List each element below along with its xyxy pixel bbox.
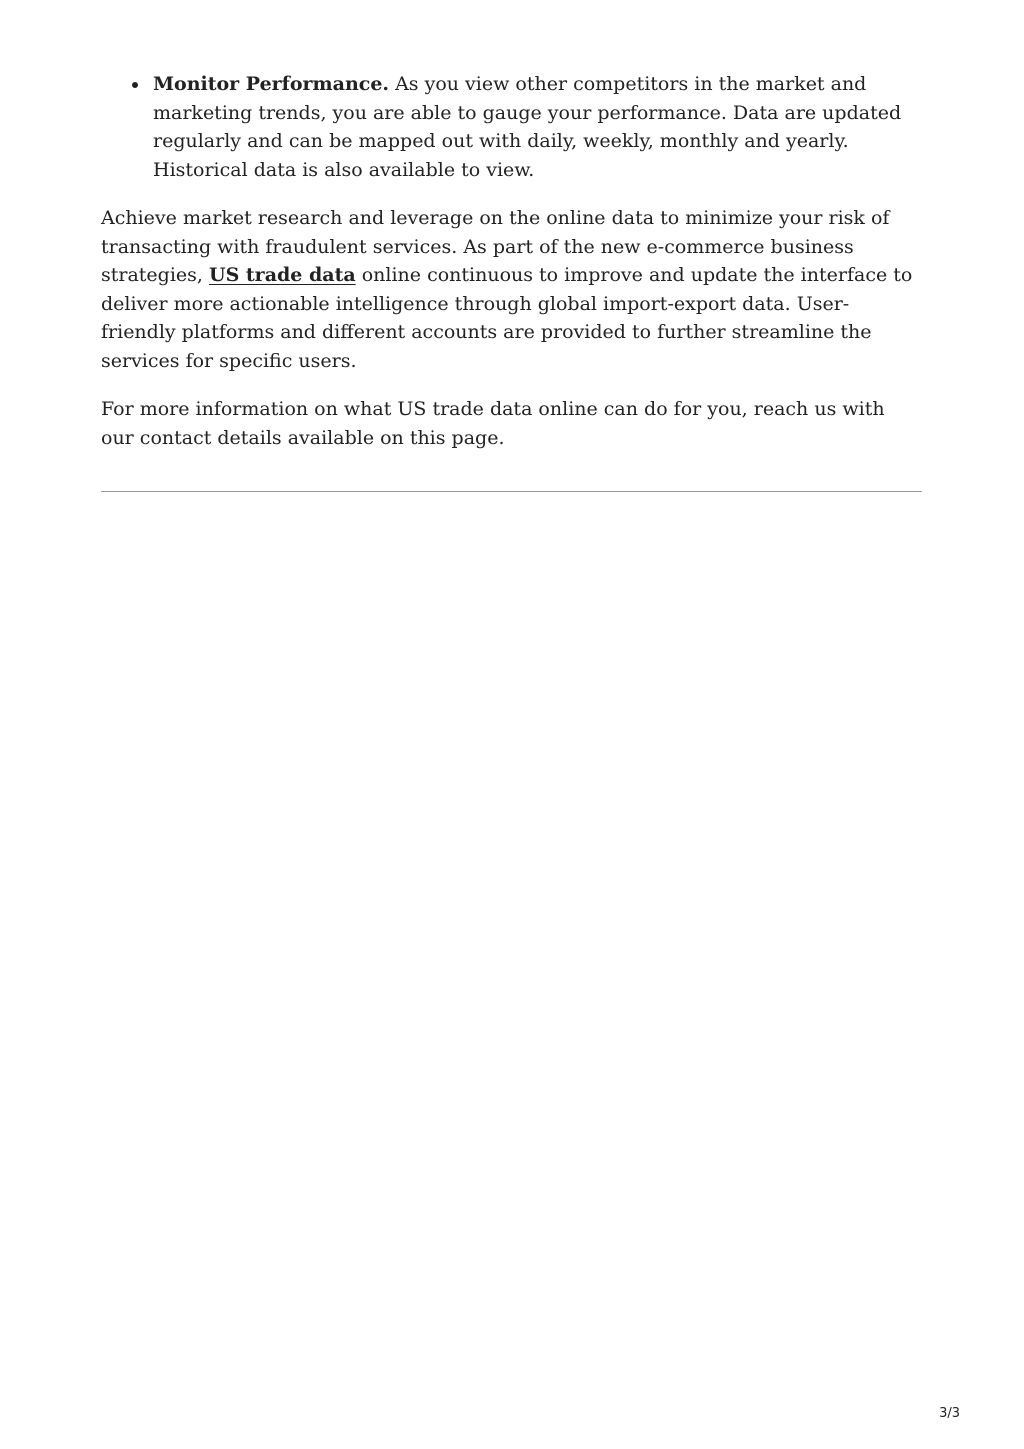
paragraph-contact-info: For more information on what US trade data online can do for you, reach us with our contact details available on this page. bbox=[101, 398, 885, 449]
article-body bbox=[101, 70, 922, 472]
horizontal-divider bbox=[101, 491, 922, 492]
bullet-list bbox=[101, 70, 922, 184]
list-item bbox=[153, 70, 922, 184]
paragraph-text-after: online continuous to improve and update the interface to deliver more actionable intelligence through global import-export data. User-friendly platforms and different accounts are provided to further streamline the services for specific users. bbox=[101, 264, 913, 372]
paragraph-text-before: Achieve market research and leverage on the online data to minimize your risk of transacting with fraudulent services. As part of the new e-commerce business strategies, bbox=[101, 207, 890, 286]
us-trade-data-link[interactable]: US trade data bbox=[209, 264, 356, 286]
paragraph-market-research bbox=[101, 204, 922, 375]
bullet-title: Monitor Performance. bbox=[153, 73, 390, 95]
bullet-text: As you view other competitors in the market and marketing trends, you are able to gauge your performance. Data are updated regularly and can be mapped out with daily, weekly, monthly and yearly. Historical data is also available to view. bbox=[153, 73, 902, 181]
page-number: 3/3 bbox=[939, 1406, 960, 1421]
